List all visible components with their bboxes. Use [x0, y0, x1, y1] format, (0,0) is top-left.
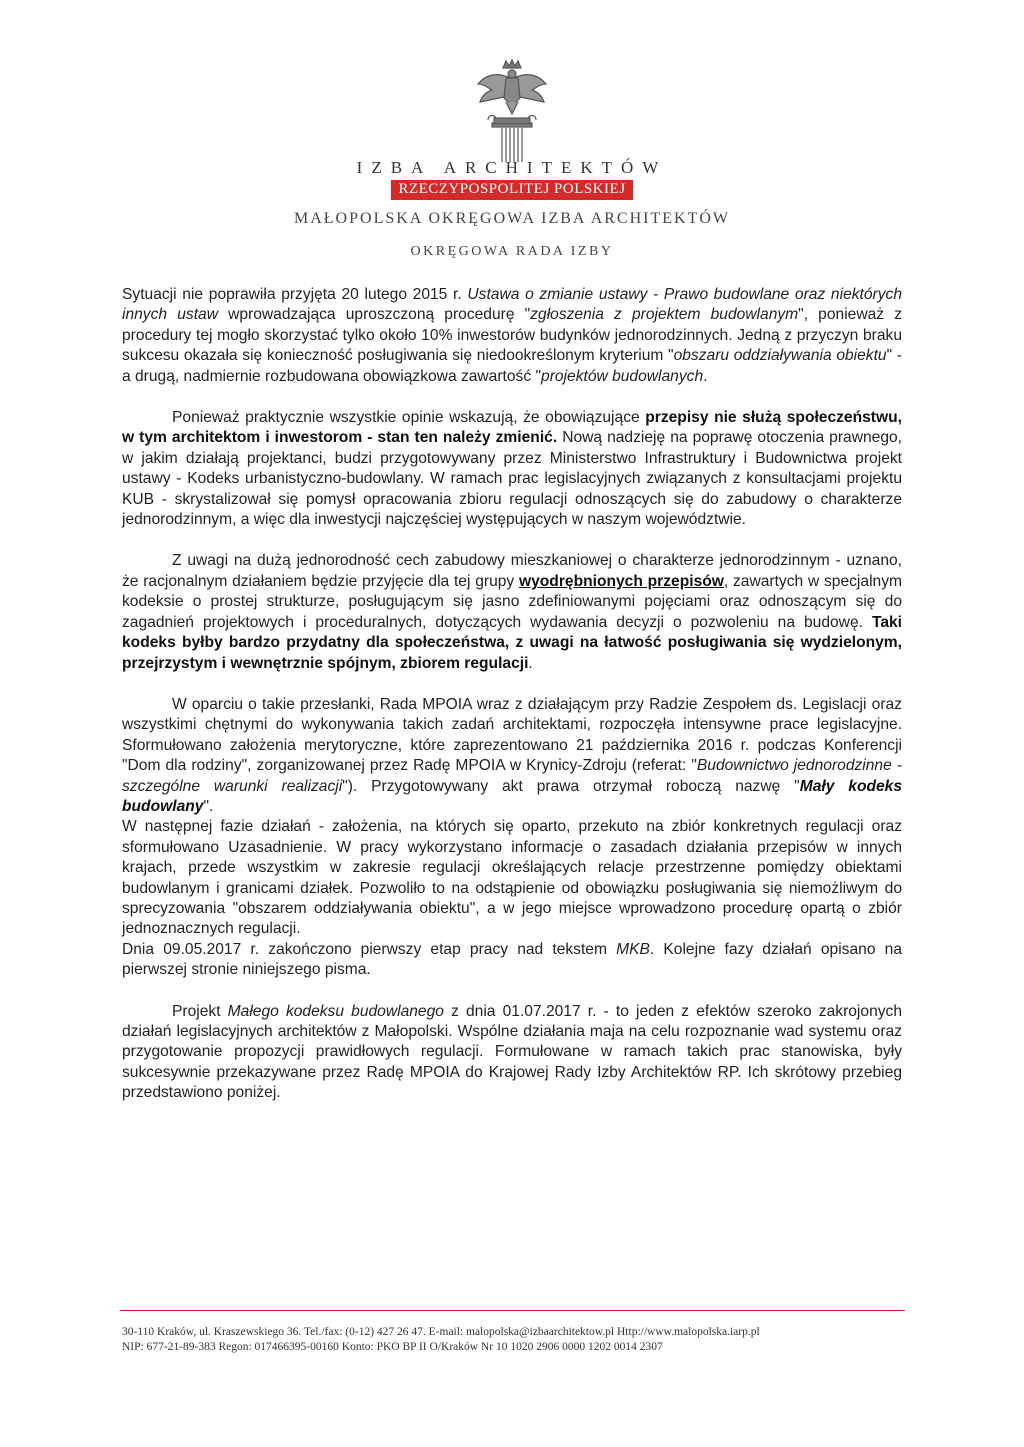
p1-text-c: wprowadzająca uproszczoną procedurę " [217, 306, 531, 324]
paragraph-5: W następnej fazie działań - założenia, na których się oparto, przekuto na zbiór konkretnych regulacji oraz sformułowano Uzasadnienie. W pracy wykorzystano informacje o zasadach działania przepisów w innych krajach, przede wszystkim w zakresie regulacji określających relacje przestrzenne pomiędzy obiektami budowlanym i granicami działek. Pozwoliło to na odstąpienie od obowiązku posługiwania się niemożliwym do sprecyzowania "obszarem oddziaływania obiektu", a w jego miejsce wprowadzono procedurę opartą o zbiór jednoznacznych regulacji. [122, 818, 902, 938]
paragraph-4 [122, 695, 902, 817]
p2-bold-statement: przepisy nie służą społeczeństwu, w tym architektom i inwestorom - stan ten należy zmienić. [122, 409, 902, 447]
regional-council-name: OKRĘGOWA RADA IZBY [410, 244, 614, 259]
org-name-banner [0, 180, 1024, 200]
eagle-emblem-icon [470, 58, 554, 164]
paragraph-1 [122, 285, 902, 387]
p1-text-a: Sytuacji nie poprawiła przyjęta 20 lutego 2015 r. [122, 286, 468, 303]
paragraph-7 [122, 1002, 902, 1104]
footer-contact [122, 1325, 904, 1355]
p4-italic-lecture: Budownictwo jednorodzinne - szczególne warunki realizacji [122, 757, 902, 795]
paragraph-3 [122, 551, 902, 673]
p3-bold-statement: Taki kodeks byłby bardzo przydatny dla społeczeństwa, z uwagi na łatwość posługiwania się wydzielonym, przejrzystym i wewnętrznie spójnym, zbiorem regulacji [122, 613, 902, 672]
p1-text-i: . [703, 367, 708, 385]
paragraph-6 [122, 940, 902, 981]
p3-text-a: Z uwagi na dużą jednorodność cech zabudowy mieszkaniowej o charakterze jednorodzinnym - uznano, że racjonalnym działaniem będzie przyjęcie dla tej grupy [122, 552, 902, 590]
p1-italic-procedure: zgłoszenia z projektem budowlanym [530, 306, 799, 324]
org-name-line2: RZECZYPOSPOLITEJ POLSKIEJ [391, 180, 632, 200]
p4-bold-italic-name: Mały kodeks budowlany [122, 777, 903, 815]
footer-address-line: 30-110 Kraków, ul. Kraszewskiego 36. Tel./fax: (0-12) 427 26 47. E-mail: malopolska@izbaarchitektow.pl Http://www.malopolska.iarp.pl [122, 1326, 760, 1338]
footer-divider [120, 1310, 905, 1311]
p6-text-a: Dnia 09.05.2017 r. zakończono pierwszy etap pracy nad tekstem [122, 940, 617, 958]
p4-text-e: ". [203, 797, 214, 815]
p4-text-a: W oparciu o takie przesłanki, Rada MPOIA wraz z działającym przy Radzie Zespołem ds. Legislacji oraz wszystkimi chętnymi do wykonywania takich zadań architektami, rozpoczęła intensywne prace legislacyjne. Sformułowano założenia merytoryczne, które zaprezentowano 21 października 2016 r. podczas Konferencji "Dom dla rodziny", zorganizowanej przez Radę MPOIA w Krynicy-Zdroju (referat: " [122, 695, 902, 775]
p7-text-a: Projekt [172, 1002, 228, 1020]
p3-text-c: , zawartych w specjalnym kodeksie o prostej strukturze, posługującym się jasno zdefiniowanymi pojęciami oraz odnoszącym się do zagadnień projektowych i proceduralnych, dotyczących wydawania decyzji o pozwoleniu na budowę. [122, 572, 902, 631]
p3-text-e: . [528, 654, 533, 672]
p1-italic-act-name: Ustawa o zmianie ustawy - Prawo budowlane oraz niektórych innych ustaw [122, 286, 902, 324]
p6-text-c: . Kolejne fazy działań opisano na pierwszej stronie niniejszego pisma. [122, 940, 902, 979]
p1-italic-criterion: obszaru oddziaływania obiektu [673, 347, 887, 365]
p6-italic-mkb: MKB [616, 940, 650, 958]
footer-account-line: NIP: 677-21-89-383 Regon: 017466395-00160 Konto: PKO BP II O/Kraków Nr 10 1020 2906 0000 1202 0014 2307 [122, 1341, 663, 1353]
p4-text-c: "). Przygotowywany akt prawa otrzymał roboczą nazwę " [342, 777, 800, 795]
p7-italic-code-name: Małego kodeksu budowlanego [227, 1002, 444, 1020]
regional-chamber-name: MAŁOPOLSKA OKRĘGOWA IZBA ARCHITEKTÓW [294, 210, 730, 227]
p2-text-a: Ponieważ praktycznie wszystkie opinie wskazują, że obowiązujące [172, 409, 646, 427]
p1-text-e: ", ponieważ z procedury tej mogło skorzystać tylko około 10% inwestorów budynków jednorodzinnych. Jedną z przyczyn braku sukcesu okazała się konieczność posługiwania się niedookreślonym kryterium " [122, 306, 902, 365]
p1-text-g: " - a drugą, nadmiernie rozbudowana obowiązkowa zawartość " [122, 347, 902, 385]
p3-bold-underlined: wyodrębnionych przepisów [518, 572, 724, 590]
paragraph-2 [122, 408, 902, 530]
letter-body [122, 285, 902, 1104]
p7-text-c: z dnia 01.07.2017 r. - to jeden z efektów szeroko zakrojonych działań legislacyjnych architektów z Małopolski. Wspólne działania maja na celu rozpoznanie wad systemu oraz przygotowanie propozycji prawidłowych regulacji. Formułowane w ramach takich prac stanowiska, były sukcesywnie przekazywane przez Radę MPOIA do Krajowej Rady Izby Architektów RP. Ich skrótowy przebieg przedstawiono poniżej. [122, 1002, 903, 1102]
org-name-line1: IZBA ARCHITEKTÓW [356, 158, 668, 177]
p2-text-c: Nową nadzieję na poprawę otoczenia prawnego, w jakim działają projektanci, budzi przygotowywany przez Ministerstwo Infrastruktury i Budownictwa projekt ustawy - Kodeks urbanistyczno-budowlany. W ramach prac legislacyjnych związanych z konsultacjami projektu KUB - skrystalizował się pomysł opracowania zbioru regulacji odnoszących się do zabudowy o charakterze jednorodzinnym, a więc dla inwestycji najczęściej występujących w naszym województwie. [122, 429, 903, 529]
p1-italic-projects: projektów budowlanych [541, 367, 704, 385]
